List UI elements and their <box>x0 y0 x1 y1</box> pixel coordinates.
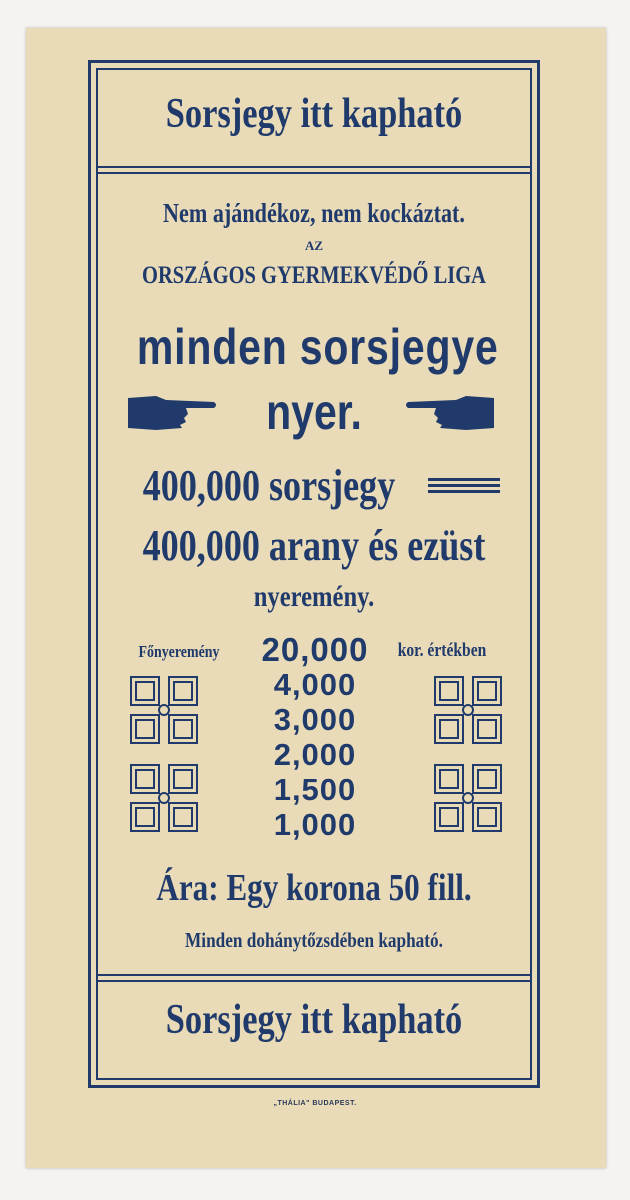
footer-title: Sorsjegy itt kapható <box>165 997 463 1043</box>
main-prize-amount: 20,000 <box>261 631 369 668</box>
main-prize-suffix: kor. értékben <box>397 640 487 661</box>
headline-line-1: minden sorsjegye <box>136 319 499 375</box>
pointing-hand-right-icon <box>126 392 218 432</box>
square-ornament-icon <box>130 764 198 832</box>
prize-amount-2: 3,000 <box>273 702 357 737</box>
prize-amount-3: 2,000 <box>273 737 357 772</box>
square-ornament-icon <box>434 676 502 744</box>
printer-mark: „THÁLIA" BUDAPEST. <box>273 1100 357 1107</box>
header-rule-2 <box>98 172 530 174</box>
prize-amount-4: 1,500 <box>273 772 357 807</box>
prizes-count-text: 400,000 arany és ezüst <box>142 521 486 570</box>
availability-text: Minden dohánytőzsdében kapható. <box>185 928 443 952</box>
prize-amount-5: 1,000 <box>273 807 357 842</box>
header-rule <box>98 166 530 168</box>
footer-rule <box>98 974 530 976</box>
main-prize-label: Főnyeremény <box>138 642 220 661</box>
square-ornament-icon <box>434 764 502 832</box>
prize-amount-1: 4,000 <box>273 667 357 702</box>
article-text: AZ <box>304 238 324 253</box>
price-text: Ára: Egy korona 50 fill. <box>156 867 472 909</box>
footer-rule-2 <box>98 980 530 982</box>
tickets-count-text: 400,000 sorsjegy <box>142 461 396 510</box>
triple-line-ornament <box>428 478 500 494</box>
prizes-word-text: nyeremény. <box>253 580 375 613</box>
organization-name: ORSZÁGOS GYERMEKVÉDŐ LIGA <box>141 262 486 289</box>
pointing-hand-left-icon <box>404 392 496 432</box>
square-ornament-icon <box>130 676 198 744</box>
headline-line-2: nyer. <box>266 384 362 440</box>
header-title: Sorsjegy itt kapható <box>165 91 463 137</box>
slogan-text: Nem ajándékoz, nem kockáztat. <box>163 198 465 228</box>
